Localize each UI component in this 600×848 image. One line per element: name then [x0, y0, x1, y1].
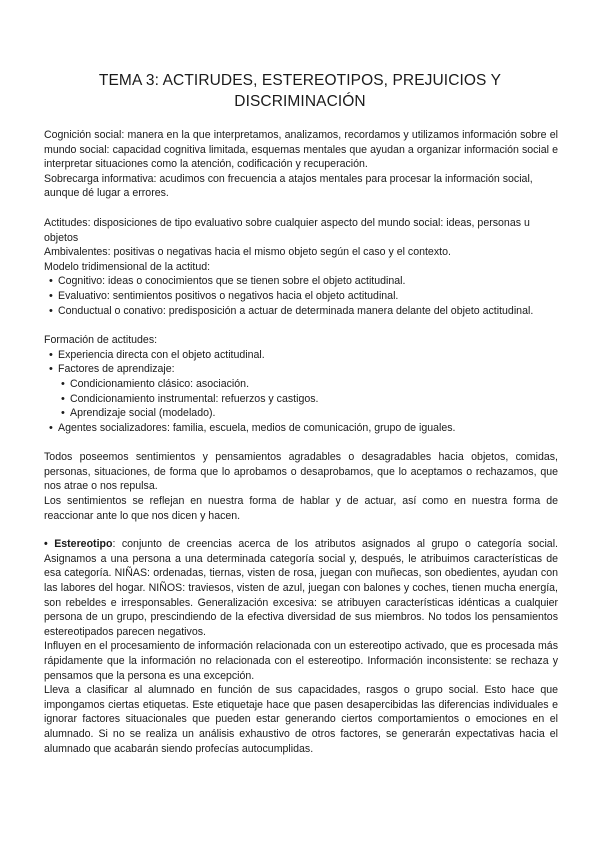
title-line-2: DISCRIMINACIÓN: [234, 93, 366, 110]
list-item: • Conductual o conativo: predisposición a actuar de determinada manera delante del objeto actitudinal.: [44, 304, 558, 319]
page-title: [60, 70, 540, 112]
paragraph-clasificar-alumnado: Lleva a clasificar al alumnado en función de sus capacidades, rasgos o grupo social. Esto hace que impongamos ciertas etiquetas. Este etiquetaje hace que pasen desapercibidas las diferencias individuales e ignorar factores situacionales que pueden estar generando ciertos comportamientos o emociones en el alumnado. Si no se realiza un análisis exhaustivo de otros factores, se generarán expectativas hacia el alumnado que acabarán siendo profecías autocumplidas.: [44, 684, 558, 755]
paragraph-ambivalentes: Ambivalentes: positivas o negativas hacia el mismo objeto según el caso y el contexto.: [44, 246, 451, 259]
list-componentes-actitud: [44, 274, 558, 318]
paragraph-modelo-tridimensional: Modelo tridimensional de la actitud:: [44, 260, 211, 273]
estereotipo-term: Estereotipo: [54, 538, 113, 551]
list-item: • Experiencia directa con el objeto actitudinal.: [44, 348, 558, 363]
estereotipo-definicion: : conjunto de creencias acerca de los atributos asignados al grupo o categoría social. Asignamos a una persona a una determinada categoría social y, después, le atribuimos características de esa categoría. NIÑAS: ordenadas, tiernas, visten de rosa, juegan con muñecas, son obedientes, ayudan con las labores del hogar. NIÑOS: traviesos, visten de azul, juegan con balones y coches, tienen mucha energía, son rebeldes e irresponsables. Generalización excesiva: se atribuyen características idénticas a cualquier persona de un grupo, prescindiendo de la efectiva diversidad de sus miembros. No todos los pensamientos estereotipados parecen negativos.: [44, 538, 558, 638]
list-item: • Cognitivo: ideas o conocimientos que se tienen sobre el objeto actitudinal.: [44, 274, 558, 289]
paragraph-cognicion-social: Cognición social: manera en la que interpretamos, analizamos, recordamos y utilizamos información sobre el mundo social: capacidad cognitiva limitada, esquemas mentales que ayudan a organizar información social e interpretar situaciones como la atención, codificación y recuperación.: [44, 129, 558, 171]
paragraph-actitudes-definicion: Actitudes: disposiciones de tipo evaluativo sobre cualquier aspecto del mundo social: ideas, personas u objetos: [44, 216, 530, 244]
list-subitem: • Condicionamiento instrumental: refuerzos y castigos.: [44, 392, 558, 407]
list-item: • Agentes socializadores: familia, escuela, medios de comunicación, grupo de iguales.: [44, 421, 558, 436]
paragraph-sobrecarga-informativa: Sobrecarga informativa: acudimos con frecuencia a atajos mentales para procesar la información social, aunque dé lugar a errores.: [44, 172, 533, 200]
estereotipo-bullet: •: [44, 538, 48, 551]
list-subitem: • Condicionamiento clásico: asociación.: [44, 377, 558, 392]
paragraph-sentimientos: Todos poseemos sentimientos y pensamientos agradables o desagradables hacia objetos, comidas, personas, situaciones, de forma que lo aprobamos o desaprobamos, que lo aceptamos o rechazamos, que nos atrae o nos repulsa.: [44, 451, 558, 493]
heading-formacion-actitudes: Formación de actitudes:: [44, 334, 158, 347]
title-line-1: TEMA 3: ACTIRUDES, ESTEREOTIPOS, PREJUICIOS Y: [98, 72, 502, 89]
list-item: • Evaluativo: sentimientos positivos o negativos hacia el objeto actitudinal.: [44, 289, 558, 304]
paragraph-estereotipo: [44, 537, 558, 639]
list-formacion-actitudes: [44, 348, 558, 436]
paragraph-sentimientos-reflejo: Los sentimientos se reflejan en nuestra forma de hablar y de actuar, así como en nuestra forma de reaccionar ante lo que nos dicen y hacen.: [44, 495, 558, 522]
list-subitem: • Aprendizaje social (modelado).: [44, 406, 558, 421]
paragraph-procesamiento-informacion: Influyen en el procesamiento de información relacionada con un estereotipo activado, que es procesada más rápidamente que la información no relacionada con el estereotipo. Información inconsistente: se rechaza y pensamos que la persona es una excepción.: [44, 640, 558, 682]
list-item: • Factores de aprendizaje:: [44, 362, 558, 377]
document-body: [44, 128, 558, 756]
